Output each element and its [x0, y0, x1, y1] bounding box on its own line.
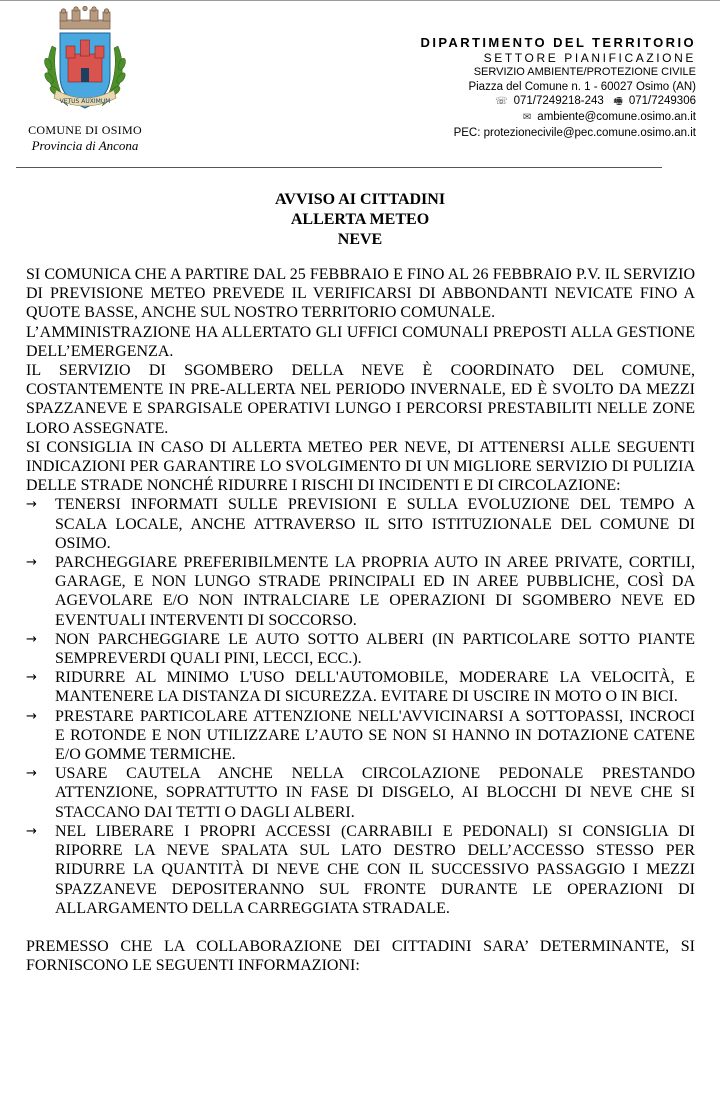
advice-item: → NON PARCHEGGIARE LE AUTO SOTTO ALBERI (IN PARTICOLARE SOTTO PIANTE SEMPREVERDI QUALI PINI, LECCI, ECC.). — [26, 630, 695, 668]
phone-number: 071/7249218-243 — [513, 95, 604, 108]
paragraph: L’AMMINISTRAZIONE HA ALLERTATO GLI UFFICI COMUNALI PREPOSTI ALLA GESTIONE DELL’EMERGENZA. — [26, 323, 695, 360]
header-divider — [16, 167, 662, 168]
arrow-icon: → — [26, 555, 37, 571]
arrow-icon: → — [26, 631, 37, 647]
department-contact-block — [276, 36, 696, 140]
svg-text:VETUS AUXIMUM: VETUS AUXIMUM — [59, 98, 111, 105]
pec-address[interactable]: PEC: protezionecivile@pec.comune.osimo.an.it — [453, 126, 696, 139]
arrow-icon: → — [26, 708, 37, 724]
advice-item: → PARCHEGGIARE PREFERIBILMENTE LA PROPRIA AUTO IN AREE PRIVATE, CORTILI, GARAGE, E NON LUNGO STRADE PRINCIPALI ED IN AREE PUBBLICHE, COSÌ DA AGEVOLARE E/O NON INTRALCIARE LE OPERAZIONI DI SGOMBERO NEVE ED EVENTUALI INTERVENTI DI SOCCORSO. — [26, 554, 695, 629]
mail-icon: ✉ — [522, 111, 532, 123]
arrow-icon: → — [26, 823, 37, 839]
phone-fax-line — [276, 94, 696, 110]
notice-title-line-1: AVVISO AI CITTADINI — [274, 191, 446, 208]
sector-title: SETTORE PIANIFICAZIONE — [483, 50, 696, 65]
top-border — [0, 0, 720, 1]
fax-number: 071/7249306 — [628, 95, 696, 108]
fax-icon: 🖷 — [613, 96, 623, 108]
arrow-icon: → — [26, 766, 37, 782]
advice-item: → TENERSI INFORMATI SULLE PREVISIONI E SULLA EVOLUZIONE DEL TEMPO A SCALA LOCALE, ANCHE ATTRAVERSO IL SITO ISTITUZIONALE DEL COMUNE DI OSIMO. — [26, 496, 695, 552]
arrow-icon: → — [26, 670, 37, 686]
email-address[interactable]: ambiente@comune.osimo.an.it — [537, 110, 696, 123]
notice-title-line-3: NEVE — [337, 231, 383, 248]
email-line — [276, 110, 696, 126]
paragraph: SI COMUNICA CHE A PARTIRE DAL 25 FEBBRAIO E FINO AL 26 FEBBRAIO P.V. IL SERVIZIO DI PREVISIONE METEO PREVEDE IL VERIFICARSI DI ABBONDANTI NEVICATE FINO A QUOTE BASSE, ANCHE SUL NOSTRO TERRITORIO COMUNALE. — [26, 266, 695, 322]
notice-body — [26, 265, 695, 975]
arrow-icon: → — [26, 497, 37, 513]
advice-list — [26, 495, 695, 917]
municipal-crest-logo — [38, 6, 132, 122]
department-title: DIPARTIMENTO DEL TERRITORIO — [420, 35, 696, 50]
service-title: SERVIZIO AMBIENTE/PROTEZIONE CIVILE — [473, 66, 696, 79]
advice-item: → RIDURRE AL MINIMO L'USO DELL'AUTOMOBILE, MODERARE LA VELOCITÀ, E MANTENERE LA DISTANZA DI SICUREZZA. EVITARE DI USCIRE IN MOTO O IN BICI. — [26, 669, 695, 706]
phone-icon: ☏ — [495, 96, 508, 108]
spacer — [26, 918, 695, 937]
closing-paragraph: PREMESSO CHE LA COLLABORAZIONE DEI CITTADINI SARA’ DETERMINANTE, SI FORNISCONO LE SEGUENTI INFORMAZIONI: — [26, 937, 695, 975]
commune-name: COMUNE DI OSIMO — [28, 123, 142, 137]
address: Piazza del Comune n. 1 - 60027 Osimo (AN) — [468, 80, 696, 93]
paragraph: SI CONSIGLIA IN CASO DI ALLERTA METEO PER NEVE, DI ATTENERSI ALLE SEGUENTI INDICAZIONI PER GARANTIRE LO SVOLGIMENTO DI UN MIGLIORE SERVIZIO DI PULIZIA DELLE STRADE NONCHÉ RIDURRE I RISCHI DI INCIDENTI E DI CIRCOLAZIONE: — [26, 438, 695, 495]
advice-item: → NEL LIBERARE I PROPRI ACCESSI (CARRABILI E PEDONALI) SI CONSIGLIA DI RIPORRE LA NEVE SPALATA SUL LATO DESTRO DELL’ACCESSO STESSO PER RIDURRE LA QUANTITÀ DI NEVE CHE CON IL SUCCESSIVO PASSAGGIO I MEZZI SPAZZANEVE DEPOSITERANNO SUL FRONTE DURANTE LE OPERAZIONI DI ALLARGAMENTO DELLA CARREGGIATA STRADALE. — [26, 822, 695, 917]
advice-item: → USARE CAUTELA ANCHE NELLA CIRCOLAZIONE PEDONALE PRESTANDO ATTENZIONE, SOPRATTUTTO IN FASE DI DISGELO, AI BLOCCHI DI NEVE CHE SI STACCANO DAI TETTI O DAGLI ALBERI. — [26, 765, 695, 821]
paragraph: IL SERVIZIO DI SGOMBERO DELLA NEVE È COORDINATO DEL COMUNE, COSTANTEMENTE IN PRE-ALLERTA NEL PERIODO INVERNALE, ED È SVOLTO DA MEZZI SPAZZANEVE E SPARGISALE OPERATIVI LUNGO I PERCORSI PRESTABILITI NELLE ZONE LORO ASSEGNATE. — [26, 362, 695, 437]
advice-item: → PRESTARE PARTICOLARE ATTENZIONE NELL'AVVICINARSI A SOTTOPASSI, INCROCI E ROTONDE E NON UTILIZZARE L’AUTO SE NON SI HANNO IN DOTAZIONE CATENE E/O GOMME TERMICHE. — [26, 707, 695, 764]
province-name: Provincia di Ancona — [31, 138, 139, 153]
notice-title — [0, 190, 720, 250]
notice-title-line-2: ALLERTA METEO — [290, 211, 430, 228]
